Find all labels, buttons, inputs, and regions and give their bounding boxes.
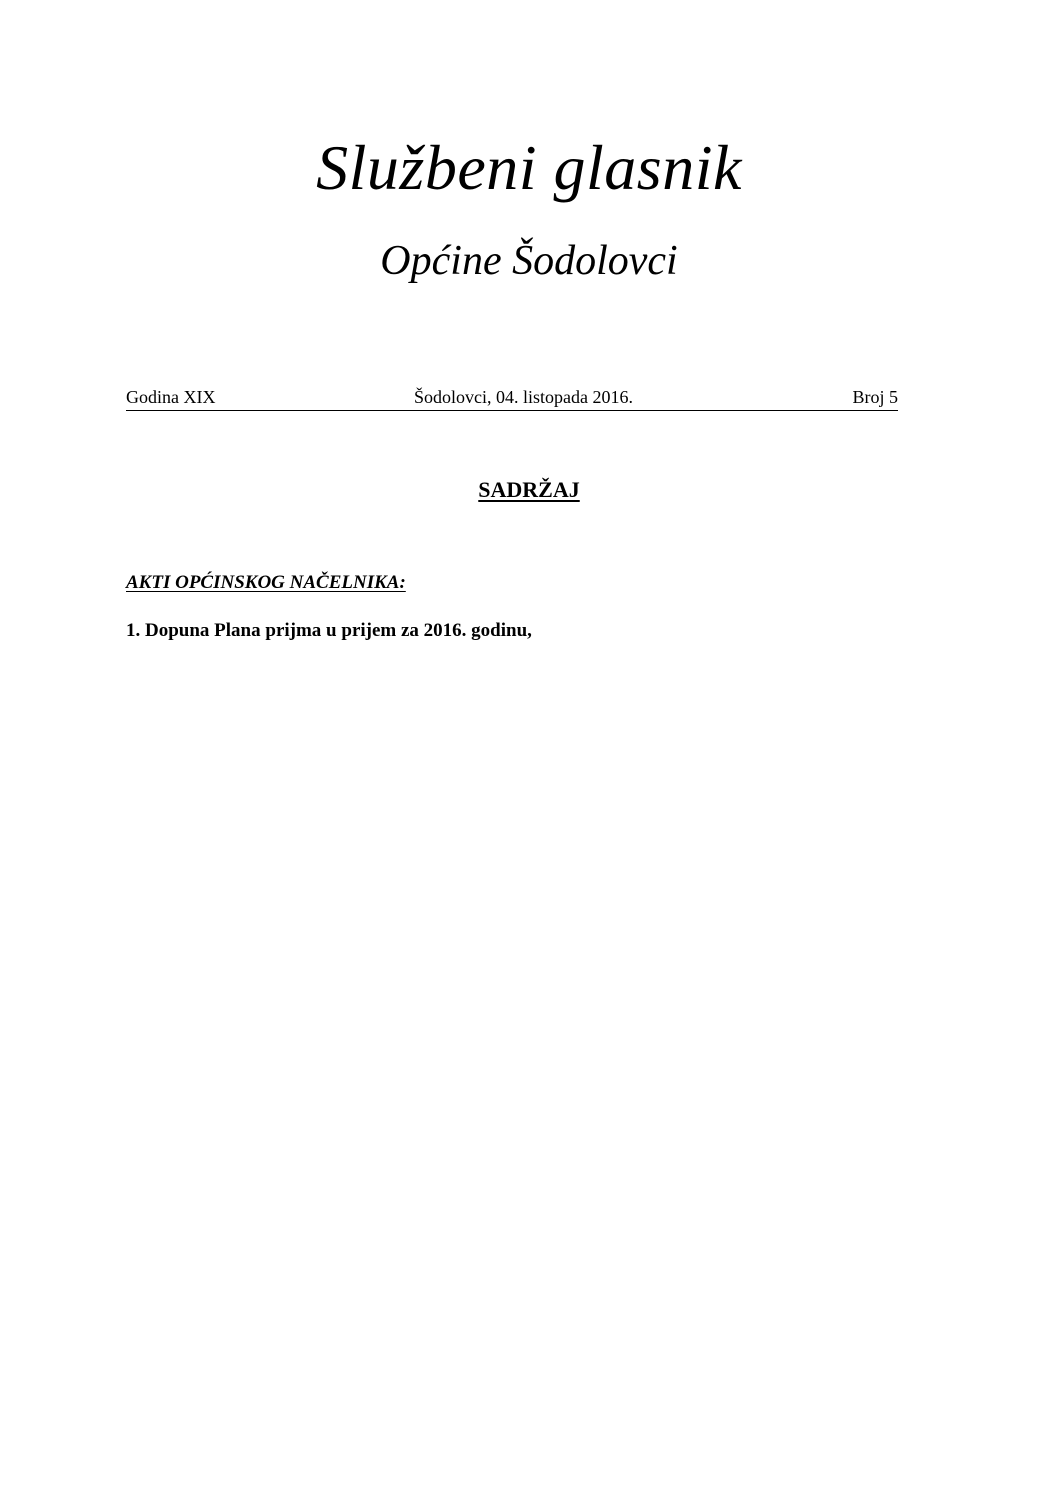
gazette-title: Službeni glasnik: [316, 132, 742, 203]
issue-year: Godina XIX: [126, 387, 216, 407]
issue-info-line: [126, 386, 898, 411]
issue-number: Broj 5: [852, 387, 898, 407]
contents-item: 1. Dopuna Plana prijma u prijem za 2016. godinu,: [126, 620, 532, 641]
section-heading: AKTI OPĆINSKOG NAČELNIKA:: [126, 572, 406, 593]
issue-place-date: Šodolovci, 04. listopada 2016.: [414, 387, 633, 407]
gazette-subtitle: Općine Šodolovci: [380, 238, 678, 284]
contents-heading: SADRŽAJ: [478, 477, 580, 502]
